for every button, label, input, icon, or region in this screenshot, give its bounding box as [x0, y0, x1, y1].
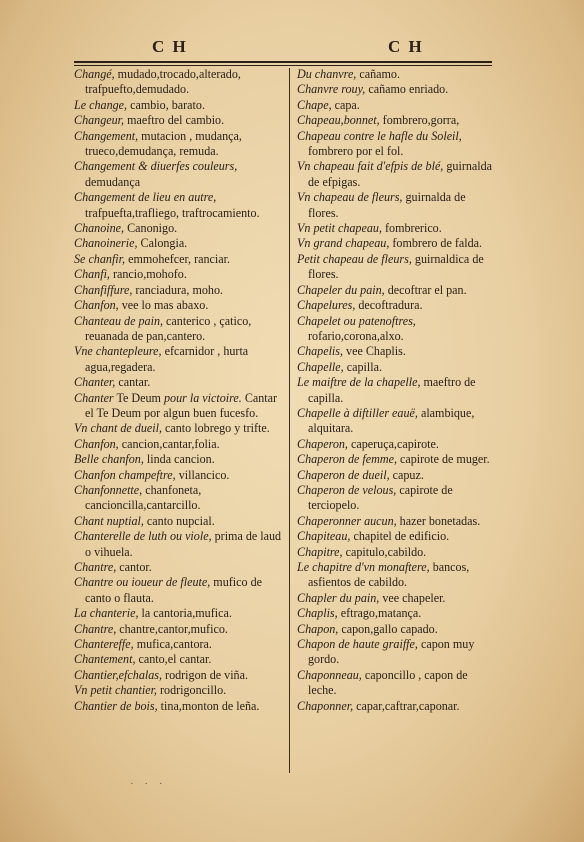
- right-column: [297, 67, 499, 714]
- dictionary-entry: [297, 344, 499, 359]
- definition: capon,gallo capado.: [338, 621, 438, 636]
- headword: Chaponneau,: [297, 667, 362, 682]
- definition: Canonigo.: [124, 221, 178, 236]
- definition: caponcillo , capon de leche.: [308, 667, 468, 698]
- dictionary-entry: [297, 82, 499, 97]
- dictionary-entry: [74, 560, 282, 575]
- headword: Chapeau contre le hafle du Soleil,: [297, 128, 462, 143]
- definition: capirote de terciopelo.: [308, 482, 453, 513]
- dictionary-entry: [297, 314, 499, 345]
- dictionary-entry: [297, 699, 499, 714]
- definition: villancico.: [175, 467, 230, 482]
- definition: rancio,mohofo.: [109, 267, 187, 282]
- dictionary-entry: [297, 668, 499, 699]
- dictionary-entry: [297, 529, 499, 544]
- definition: maeftro del cambio.: [124, 113, 225, 128]
- headword: Le chapitre d'vn monaftere,: [297, 560, 430, 574]
- dictionary-entry: [74, 699, 282, 714]
- definition-continued: Cantar el Te Deum por algun buen fucesfo.: [85, 390, 278, 420]
- dictionary-entry: [74, 437, 282, 452]
- headword: Le maiftre de la chapelle,: [297, 375, 421, 390]
- dictionary-entry: [74, 267, 282, 282]
- headword: Chantement,: [74, 652, 136, 667]
- headword: Chaperon,: [297, 436, 348, 451]
- headword: Chapelle à diftiller eauë,: [297, 405, 418, 420]
- dictionary-entry: [297, 591, 499, 606]
- headword: Chanfiffure,: [74, 282, 133, 297]
- dictionary-entry: [74, 468, 282, 483]
- definition: alambique, alquitara.: [308, 405, 475, 436]
- headword: Chant nuptial,: [74, 513, 144, 528]
- definition: chapitel de edificio.: [350, 529, 450, 544]
- dictionary-entry: [74, 483, 282, 514]
- headword: Chaperon de velous,: [297, 482, 397, 497]
- column-divider: [289, 68, 290, 773]
- definition: fombrero de falda.: [389, 236, 483, 251]
- dictionary-entry: [74, 221, 282, 236]
- dictionary-entry: [74, 529, 282, 560]
- headword: Chanfi,: [74, 267, 110, 282]
- definition: Te Deum: [113, 390, 164, 405]
- headword: Chapelle,: [297, 359, 344, 374]
- headword: Vn chapeau de fleurs,: [297, 190, 403, 205]
- definition: fombrero por el fol.: [308, 144, 404, 159]
- dictionary-entry: [74, 344, 282, 375]
- headword: Chantier,efchalas,: [74, 667, 163, 682]
- dictionary-entry: [297, 514, 499, 529]
- headword: Chapon de haute graiffe,: [297, 637, 418, 652]
- dictionary-entry: [297, 637, 499, 668]
- definition: mutacion , mudança, trueco,demudança, remuda.: [85, 128, 242, 159]
- headword: Chanoinerie,: [74, 236, 138, 251]
- dictionary-entry: [74, 113, 282, 128]
- definition: rodrigoncillo.: [156, 683, 227, 698]
- definition: canto,el cantar.: [135, 652, 212, 667]
- dictionary-entry: [74, 652, 282, 667]
- headword: Changement,: [74, 128, 139, 143]
- dictionary-entry: [297, 452, 499, 467]
- dictionary-entry: [74, 129, 282, 160]
- definition: demudança: [85, 174, 141, 189]
- dictionary-entry: [297, 483, 499, 514]
- definition: cambio, barato.: [127, 97, 205, 112]
- definition: emmohefcer, ranciar.: [125, 251, 231, 266]
- headword: Chapelet ou patenoftres,: [297, 313, 416, 328]
- dictionary-entry: [297, 375, 499, 406]
- definition: vee Chaplis.: [343, 344, 406, 359]
- headword: Chapeau,bonnet,: [297, 113, 380, 128]
- definition: cancion,cantar,folia.: [118, 436, 220, 451]
- dictionary-entry: [297, 252, 499, 283]
- dictionary-entry: [297, 437, 499, 452]
- running-head-right: C H: [388, 37, 424, 56]
- definition: linda cancion.: [143, 452, 215, 467]
- headword: Du chanvre,: [297, 67, 357, 81]
- headword: La chanterie,: [74, 606, 139, 621]
- dictionary-entry: [297, 298, 499, 313]
- headword: Le change,: [74, 97, 128, 112]
- header-rule-thin: [74, 65, 492, 66]
- definition: decoftrar el pan.: [384, 282, 467, 297]
- headword: Chanoine,: [74, 221, 125, 236]
- dictionary-entry: [297, 221, 499, 236]
- definition: maeftro de capilla.: [308, 375, 476, 405]
- definition: la cantoria,mufica.: [138, 606, 232, 621]
- definition: caperuça,capirote.: [347, 436, 439, 451]
- headword: Chanterelle de luth ou viole,: [74, 529, 212, 544]
- headword: Chapiteau,: [297, 529, 351, 544]
- headword: Chantre ou ioueur de fleute,: [74, 575, 211, 590]
- left-column: [74, 67, 282, 714]
- dictionary-entry: [74, 452, 282, 467]
- headword: Chapeler du pain,: [297, 282, 385, 297]
- headword: Chantier de bois,: [74, 698, 158, 713]
- definition: guirnalda de flores.: [308, 190, 466, 220]
- dictionary-entry: [297, 360, 499, 375]
- dictionary-entry: [74, 668, 282, 683]
- definition: cañamo enriado.: [365, 82, 449, 97]
- dictionary-entry: [297, 113, 499, 128]
- definition: trafpuefta,trafliego, traftrocamiento.: [85, 205, 260, 220]
- dictionary-entry: [74, 375, 282, 390]
- definition: canto lobrego y trifte.: [162, 421, 270, 436]
- dictionary-entry: [297, 159, 499, 190]
- headword-continued: pour la victoire.: [163, 390, 242, 405]
- headword: Changé,: [74, 67, 115, 81]
- headword: Chaponner,: [297, 698, 354, 713]
- dictionary-entry: [74, 190, 282, 221]
- definition: rodrigon de viña.: [162, 667, 248, 682]
- headword: Vn grand chapeau,: [297, 236, 390, 251]
- definition: canterico , çatico, reuanada de pan,cantero.: [85, 313, 252, 343]
- dictionary-entry: [297, 560, 499, 591]
- dictionary-entry: [74, 283, 282, 298]
- dictionary-entry: [74, 98, 282, 113]
- headword: Chanfonnette,: [74, 482, 143, 497]
- headword: Chanfon champeftre,: [74, 467, 176, 482]
- headword: Chantereffe,: [74, 637, 134, 652]
- definition: prima de laud o vihuela.: [85, 529, 282, 559]
- dictionary-entry: [74, 622, 282, 637]
- dictionary-entry: [297, 622, 499, 637]
- definition: capar,caftrar,caponar.: [353, 698, 460, 713]
- headword: Se chanfir,: [74, 251, 126, 266]
- bottom-ornament: · · ·: [130, 778, 167, 790]
- definition: eftrago,matança.: [337, 606, 422, 621]
- dictionary-entry: [297, 236, 499, 251]
- dictionary-entry: [74, 391, 282, 422]
- dictionary-entry: [74, 236, 282, 251]
- dictionary-entry: [297, 468, 499, 483]
- definition: Calongia.: [137, 236, 188, 251]
- definition: vee lo mas abaxo.: [118, 298, 209, 313]
- dictionary-entry: [74, 314, 282, 345]
- definition: capilla.: [343, 359, 382, 374]
- headword: Chapon,: [297, 621, 339, 636]
- definition: cantar.: [115, 375, 151, 390]
- dictionary-entry: [74, 421, 282, 436]
- dictionary-entry: [74, 575, 282, 606]
- headword: Changement & diuerfes couleurs,: [74, 159, 238, 174]
- running-head-left: C H: [152, 37, 188, 56]
- headword: Vn chapeau fait d'efpis de blé,: [297, 159, 444, 174]
- definition: fombrerico.: [381, 221, 442, 236]
- dictionary-entry: [297, 129, 499, 160]
- headword: Changeur,: [74, 113, 125, 128]
- headword: Chaperonner aucun,: [297, 513, 397, 528]
- dictionary-entry: [74, 159, 282, 190]
- definition: capa.: [331, 97, 360, 112]
- definition: ranciadura, moho.: [132, 282, 224, 297]
- definition: chantre,cantor,mufico.: [116, 621, 228, 636]
- headword: Chanteau de pain,: [74, 313, 164, 328]
- definition: cantor.: [116, 560, 152, 574]
- definition: decoftradura.: [355, 298, 423, 313]
- headword: Chaperon de dueil,: [297, 467, 390, 482]
- headword: Vn chant de dueil,: [74, 421, 162, 436]
- headword: Chanter,: [74, 375, 116, 390]
- definition: mufico de canto o flauta.: [85, 575, 262, 605]
- dictionary-entry: [74, 252, 282, 267]
- dictionary-entry: [297, 98, 499, 113]
- headword: Vne chantepleure,: [74, 344, 162, 359]
- dictionary-entry: [74, 637, 282, 652]
- headword: Chaplis,: [297, 606, 338, 621]
- definition: canto nupcial.: [143, 513, 215, 528]
- headword: Chape,: [297, 97, 332, 112]
- definition: tina,monton de leña.: [157, 698, 260, 713]
- definition: capirote de muger.: [396, 452, 490, 467]
- headword: Chantre,: [74, 621, 117, 636]
- dictionary-entry: [297, 67, 499, 82]
- headword: Chanter: [74, 390, 114, 405]
- definition: hazer bonetadas.: [396, 513, 481, 528]
- headword: Chapelures,: [297, 298, 356, 313]
- definition: rofario,corona,alxo.: [308, 328, 404, 343]
- dictionary-entry: [74, 683, 282, 698]
- headword: Changement de lieu en autre,: [74, 190, 217, 205]
- definition: cañamo.: [356, 67, 400, 81]
- dictionary-entry: [74, 67, 282, 98]
- definition: guirnaldica de flores.: [308, 251, 484, 282]
- dictionary-entry: [74, 298, 282, 313]
- headword: Chapler du pain,: [297, 590, 380, 605]
- definition: mudado,trocado,alterado, trafpuefto,demudado.: [85, 67, 241, 97]
- dictionary-entry: [297, 606, 499, 621]
- headword: Vn petit chantier,: [74, 683, 157, 698]
- headword: Chapelis,: [297, 344, 344, 359]
- headword: Petit chapeau de fleurs,: [297, 251, 412, 266]
- dictionary-entry: [297, 190, 499, 221]
- dictionary-entry: [74, 514, 282, 529]
- dictionary-entry: [297, 545, 499, 560]
- definition: bancos, asfientos de cabildo.: [308, 560, 470, 590]
- definition: guirnalda de efpigas.: [308, 159, 493, 189]
- headword: Chanvre rouy,: [297, 82, 366, 97]
- definition: capuz.: [389, 467, 424, 482]
- dictionary-entry: [297, 283, 499, 298]
- definition: efcarnidor , hurta agua,regadera.: [85, 344, 249, 374]
- headword: Chantre,: [74, 560, 117, 574]
- definition: capitulo,cabildo.: [342, 544, 427, 559]
- definition: vee chapeler.: [379, 590, 446, 605]
- definition: fombrero,gorra,: [379, 113, 460, 128]
- header-rule: [74, 61, 492, 63]
- dictionary-entry: [74, 606, 282, 621]
- headword: Chanfon,: [74, 298, 119, 313]
- definition: capon muy gordo.: [308, 637, 475, 667]
- headword: Chapitre,: [297, 544, 343, 559]
- headword: Belle chanfon,: [74, 452, 144, 467]
- definition: mufica,cantora.: [133, 637, 212, 652]
- dictionary-entry: [297, 406, 499, 437]
- headword: Vn petit chapeau,: [297, 221, 382, 236]
- headword: Chaperon de femme,: [297, 452, 397, 467]
- headword: Chanfon,: [74, 436, 119, 451]
- definition: chanfoneta, cancioncilla,cantarcillo.: [85, 482, 202, 513]
